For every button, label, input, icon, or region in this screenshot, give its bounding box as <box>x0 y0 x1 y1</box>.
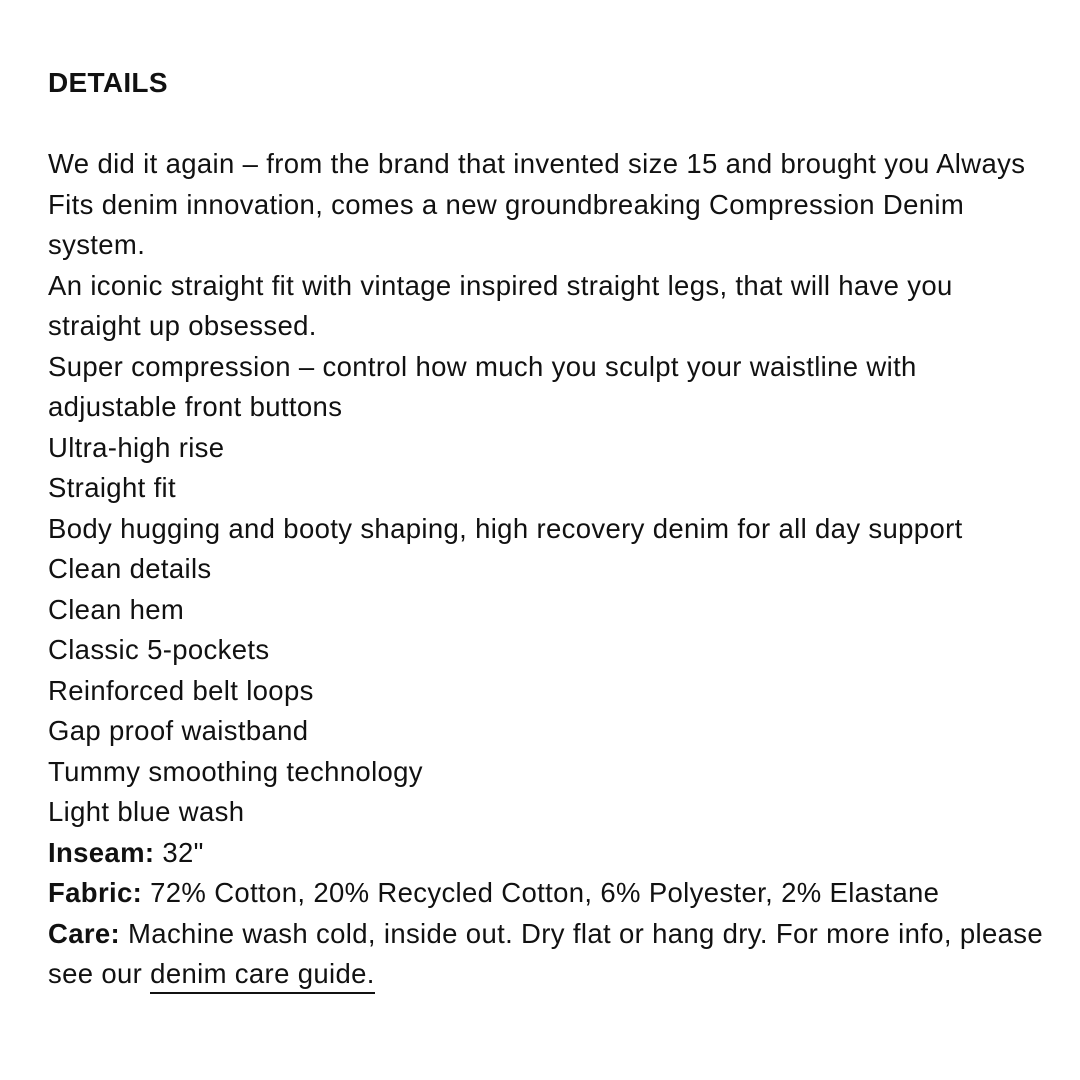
detail-line: Straight fit <box>48 472 177 503</box>
detail-line: Reinforced belt loops <box>48 674 314 706</box>
fabric-value: 72% Cotton, 20% Recycled Cotton, 6% Polyester, 2% Elastane <box>142 877 940 908</box>
fabric-spec <box>48 873 1048 914</box>
product-details-section <box>48 66 1048 995</box>
detail-line: Ultra-high rise <box>48 431 225 463</box>
detail-line: Gap proof waistband <box>48 715 309 746</box>
details-description <box>48 144 1048 995</box>
fabric-label: Fabric: <box>48 877 143 908</box>
inseam-value: 32" <box>154 836 204 868</box>
details-heading: DETAILS <box>48 67 168 98</box>
inseam-label: Inseam: <box>48 836 155 868</box>
detail-line: We did it again – from the brand that invented size 15 and brought you Always Fits denim innovation, comes a new groundbreaking Compression Denim system. <box>48 148 1026 260</box>
care-value: Machine wash cold, inside out. Dry flat or hang dry. For more info, please see our <box>48 917 1044 989</box>
detail-line: Clean hem <box>48 593 185 625</box>
denim-care-guide-link[interactable]: denim care guide. <box>150 958 375 994</box>
detail-line: Light blue wash <box>48 796 245 827</box>
care-label: Care: <box>48 917 121 949</box>
detail-line: Super compression – control how much you sculpt your waistline with adjustable front buttons <box>48 350 917 422</box>
care-spec <box>48 914 1048 995</box>
detail-line: Classic 5-pockets <box>48 634 270 665</box>
inseam-spec <box>48 833 1048 874</box>
detail-line: Clean details <box>48 553 212 584</box>
detail-line: Body hugging and booty shaping, high recovery denim for all day support <box>48 512 963 544</box>
detail-line: An iconic straight fit with vintage inspired straight legs, that will have you straight up obsessed. <box>48 269 953 341</box>
detail-line: Tummy smoothing technology <box>48 755 423 787</box>
